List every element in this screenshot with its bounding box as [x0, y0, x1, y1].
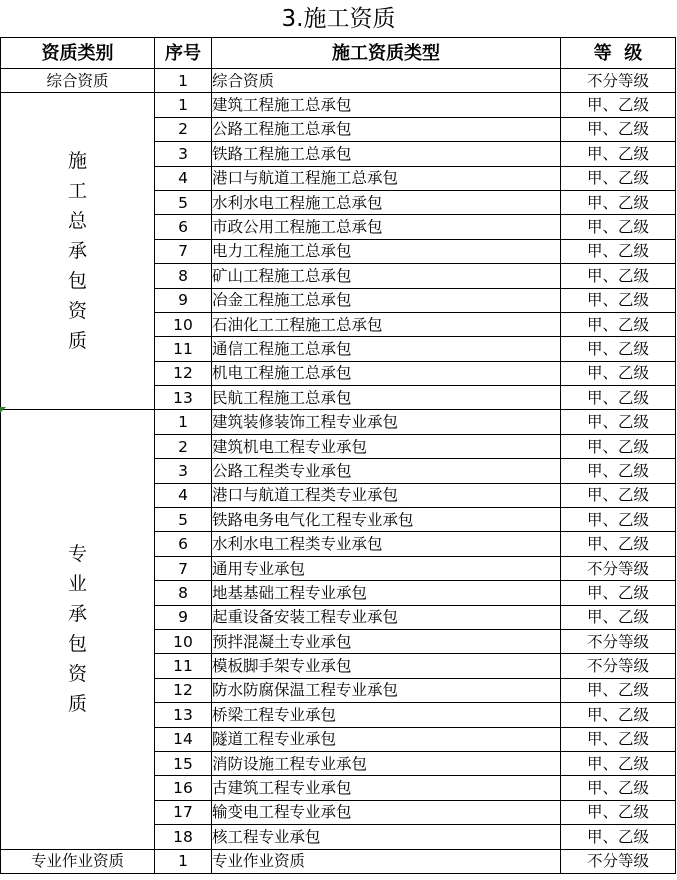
number-cell: 13 — [155, 386, 212, 410]
type-cell: 水利水电工程施工总承包 — [212, 190, 561, 214]
qualification-table — [0, 37, 676, 874]
grade-cell: 甲、乙级 — [561, 605, 676, 629]
type-cell: 桥梁工程专业承包 — [212, 703, 561, 727]
grade-cell: 甲、乙级 — [561, 532, 676, 556]
grade-cell: 不分等级 — [561, 654, 676, 678]
grade-cell: 甲、乙级 — [561, 190, 676, 214]
number-cell: 6 — [155, 215, 212, 239]
type-cell: 建筑工程施工总承包 — [212, 93, 561, 117]
table-row — [1, 849, 676, 873]
type-cell: 矿山工程施工总承包 — [212, 264, 561, 288]
grade-cell: 甲、乙级 — [561, 581, 676, 605]
type-cell: 通信工程施工总承包 — [212, 337, 561, 361]
number-cell: 10 — [155, 629, 212, 653]
number-cell: 4 — [155, 166, 212, 190]
grade-cell: 甲、乙级 — [561, 264, 676, 288]
grade-cell: 甲、乙级 — [561, 483, 676, 507]
category-label: 施工总承包资质 — [67, 150, 87, 353]
grade-cell: 不分等级 — [561, 849, 676, 873]
number-cell: 12 — [155, 678, 212, 702]
type-cell: 综合资质 — [212, 69, 561, 93]
grade-cell: 甲、乙级 — [561, 410, 676, 434]
grade-cell: 甲、乙级 — [561, 312, 676, 336]
grade-cell: 甲、乙级 — [561, 386, 676, 410]
number-cell: 11 — [155, 337, 212, 361]
category-cell: 综合资质 — [1, 69, 155, 93]
grade-cell: 甲、乙级 — [561, 678, 676, 702]
number-cell: 5 — [155, 508, 212, 532]
type-cell: 古建筑工程专业承包 — [212, 776, 561, 800]
number-cell: 13 — [155, 703, 212, 727]
number-cell: 2 — [155, 434, 212, 458]
number-cell: 8 — [155, 264, 212, 288]
cell-comment-marker — [0, 407, 6, 413]
type-cell: 地基基础工程专业承包 — [212, 581, 561, 605]
grade-cell: 甲、乙级 — [561, 727, 676, 751]
type-cell: 建筑装修装饰工程专业承包 — [212, 410, 561, 434]
category-label: 专业承包资质 — [67, 543, 87, 716]
number-cell: 12 — [155, 361, 212, 385]
type-cell: 电力工程施工总承包 — [212, 239, 561, 263]
number-cell: 8 — [155, 581, 212, 605]
type-cell: 铁路工程施工总承包 — [212, 142, 561, 166]
table-body — [1, 69, 676, 874]
number-cell: 1 — [155, 849, 212, 873]
type-cell: 水利水电工程类专业承包 — [212, 532, 561, 556]
category-cell — [1, 410, 155, 849]
number-cell: 6 — [155, 532, 212, 556]
grade-cell: 甲、乙级 — [561, 117, 676, 141]
number-cell: 9 — [155, 288, 212, 312]
grade-cell: 甲、乙级 — [561, 508, 676, 532]
number-cell: 5 — [155, 190, 212, 214]
grade-cell: 甲、乙级 — [561, 776, 676, 800]
grade-cell: 不分等级 — [561, 556, 676, 580]
type-cell: 铁路电务电气化工程专业承包 — [212, 508, 561, 532]
number-cell: 4 — [155, 483, 212, 507]
number-cell: 1 — [155, 69, 212, 93]
grade-cell: 甲、乙级 — [561, 459, 676, 483]
number-cell: 11 — [155, 654, 212, 678]
number-cell: 2 — [155, 117, 212, 141]
type-cell: 港口与航道工程类专业承包 — [212, 483, 561, 507]
number-cell: 3 — [155, 142, 212, 166]
type-cell: 模板脚手架专业承包 — [212, 654, 561, 678]
type-cell: 专业作业资质 — [212, 849, 561, 873]
grade-cell: 甲、乙级 — [561, 825, 676, 849]
table-row — [1, 410, 676, 434]
number-cell: 3 — [155, 459, 212, 483]
number-cell: 7 — [155, 239, 212, 263]
grade-cell: 甲、乙级 — [561, 800, 676, 824]
grade-cell: 甲、乙级 — [561, 93, 676, 117]
type-cell: 民航工程施工总承包 — [212, 386, 561, 410]
number-cell: 16 — [155, 776, 212, 800]
grade-cell: 不分等级 — [561, 69, 676, 93]
grade-cell: 甲、乙级 — [561, 361, 676, 385]
type-cell: 预拌混凝土专业承包 — [212, 629, 561, 653]
type-cell: 消防设施工程专业承包 — [212, 751, 561, 775]
grade-cell: 甲、乙级 — [561, 215, 676, 239]
type-cell: 核工程专业承包 — [212, 825, 561, 849]
header-category: 资质类别 — [1, 38, 155, 69]
number-cell: 14 — [155, 727, 212, 751]
type-cell: 建筑机电工程专业承包 — [212, 434, 561, 458]
header-grade: 等 级 — [561, 38, 676, 69]
grade-cell: 甲、乙级 — [561, 142, 676, 166]
type-cell: 石油化工工程施工总承包 — [212, 312, 561, 336]
type-cell: 港口与航道工程施工总承包 — [212, 166, 561, 190]
type-cell: 机电工程施工总承包 — [212, 361, 561, 385]
table-row — [1, 93, 676, 117]
type-cell: 隧道工程专业承包 — [212, 727, 561, 751]
category-cell: 专业作业资质 — [1, 849, 155, 873]
type-cell: 公路工程类专业承包 — [212, 459, 561, 483]
table-row — [1, 69, 676, 93]
number-cell: 9 — [155, 605, 212, 629]
type-cell: 起重设备安装工程专业承包 — [212, 605, 561, 629]
type-cell: 公路工程施工总承包 — [212, 117, 561, 141]
number-cell: 1 — [155, 93, 212, 117]
grade-cell: 甲、乙级 — [561, 751, 676, 775]
type-cell: 市政公用工程施工总承包 — [212, 215, 561, 239]
grade-cell: 甲、乙级 — [561, 288, 676, 312]
grade-cell: 甲、乙级 — [561, 703, 676, 727]
number-cell: 7 — [155, 556, 212, 580]
header-type: 施工资质类型 — [212, 38, 561, 69]
grade-cell: 甲、乙级 — [561, 239, 676, 263]
grade-cell: 甲、乙级 — [561, 434, 676, 458]
type-cell: 输变电工程专业承包 — [212, 800, 561, 824]
page-title: 3.施工资质 — [281, 6, 396, 32]
type-cell: 冶金工程施工总承包 — [212, 288, 561, 312]
header-row — [1, 38, 676, 69]
number-cell: 18 — [155, 825, 212, 849]
grade-cell: 不分等级 — [561, 629, 676, 653]
number-cell: 17 — [155, 800, 212, 824]
grade-cell: 甲、乙级 — [561, 166, 676, 190]
type-cell: 通用专业承包 — [212, 556, 561, 580]
category-cell — [1, 93, 155, 410]
grade-cell: 甲、乙级 — [561, 337, 676, 361]
number-cell: 1 — [155, 410, 212, 434]
header-number: 序号 — [155, 38, 212, 69]
number-cell: 10 — [155, 312, 212, 336]
number-cell: 15 — [155, 751, 212, 775]
type-cell: 防水防腐保温工程专业承包 — [212, 678, 561, 702]
